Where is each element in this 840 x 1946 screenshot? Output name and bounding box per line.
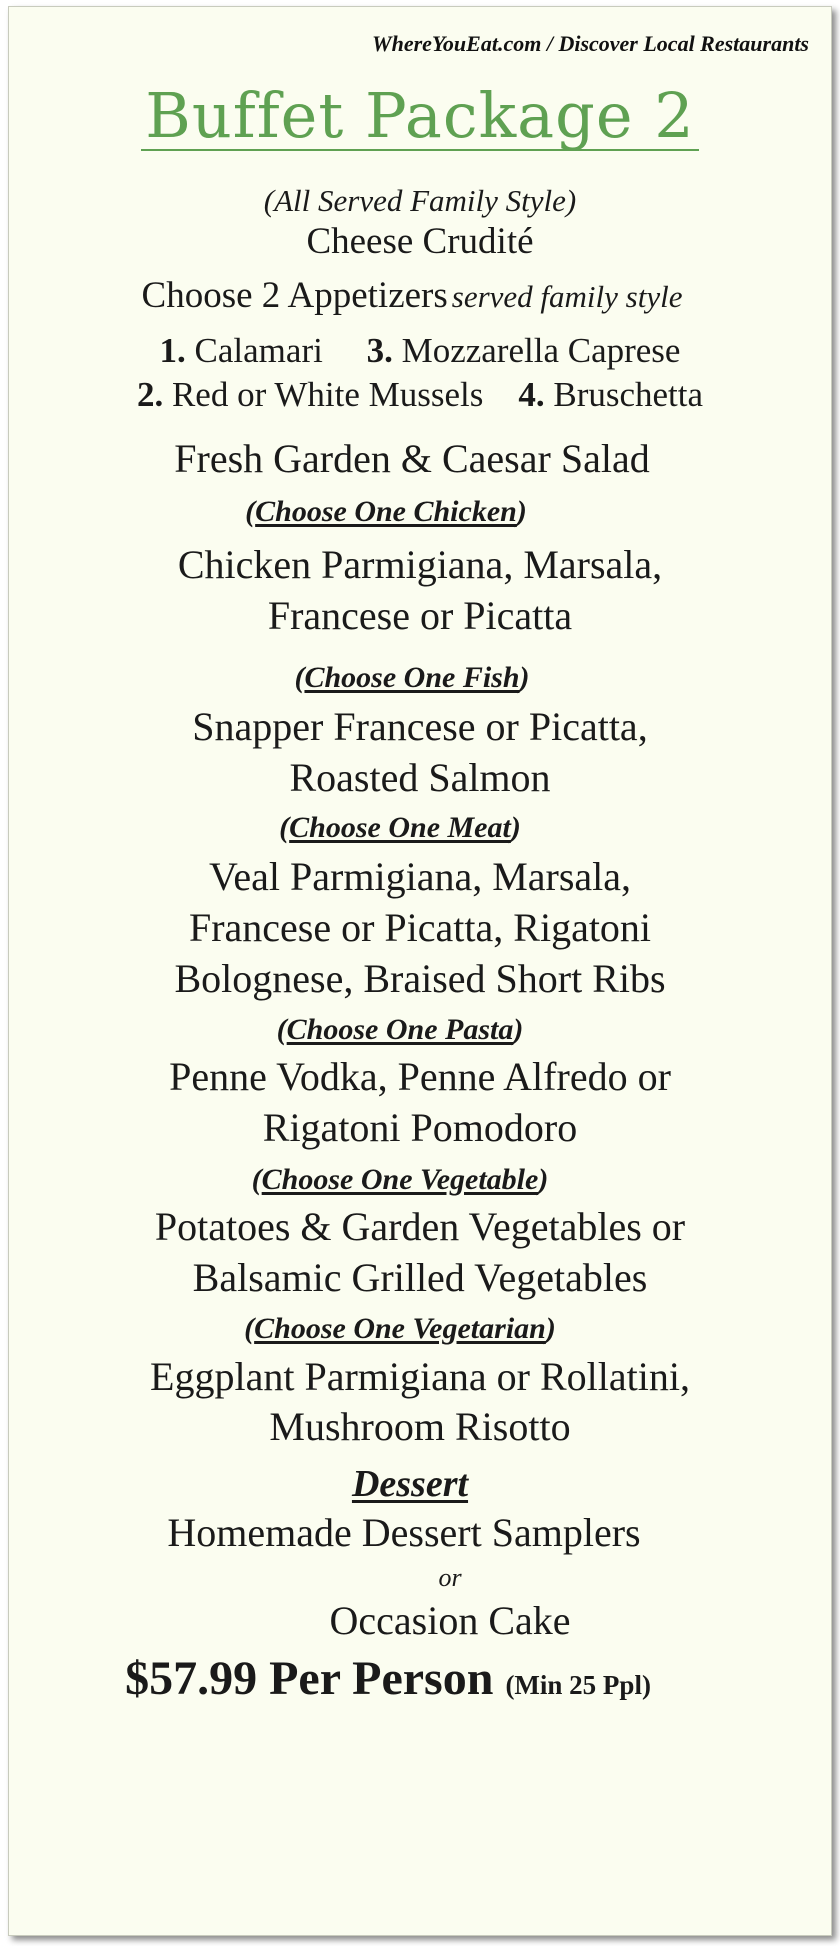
appetizers-heading-row (1, 277, 823, 314)
dessert-option-2: Occasion Cake (329, 1598, 571, 1643)
vegetable-options-2: Balsamic Grilled Vegetables (192, 1255, 648, 1300)
appetizers-heading: Choose 2 Appetizers (141, 275, 448, 316)
served-note: (All Served Family Style) (263, 183, 577, 218)
meat-options-1: Veal Parmigiana, Marsala, (208, 854, 632, 899)
vegetarian-options-1: Eggplant Parmigiana or Rollatini, (150, 1354, 690, 1399)
appetizer-item: Red or White Mussels (171, 375, 484, 414)
pasta-options-2: Rigatoni Pomodoro (262, 1105, 578, 1150)
site-header: WhereYouEat.com / Discover Local Restaurants (372, 31, 809, 56)
chicken-options-1: Chicken Parmigiana, Marsala, (177, 542, 663, 587)
meat-heading: (Choose One Meat) (279, 811, 521, 844)
appetizer-item: Calamari (194, 331, 323, 370)
chicken-heading: (Choose One Chicken) (245, 495, 527, 528)
price-minimum: (Min 25 Ppl) (505, 1670, 651, 1700)
appetizer-number: 4. (518, 375, 545, 414)
appetizer-row-1 (9, 333, 831, 368)
cheese-course: Cheese Crudité (306, 221, 534, 262)
vegetarian-options-2: Mushroom Risotto (269, 1404, 571, 1449)
chicken-options-2: Francese or Picatta (267, 593, 573, 638)
fish-heading: (Choose One Fish) (294, 661, 530, 694)
appetizers-heading-note: served family style (451, 279, 683, 314)
appetizer-row-2 (9, 377, 831, 412)
dessert-or: or (438, 1563, 462, 1592)
meat-options-3: Bolognese, Braised Short Ribs (174, 956, 666, 1001)
fish-options-1: Snapper Francese or Picatta, (192, 704, 648, 749)
appetizer-number: 2. (136, 375, 164, 414)
meat-options-2: Francese or Picatta, Rigatoni (188, 905, 652, 950)
menu-card (8, 6, 832, 1936)
menu-title: Buffet Package 2 (141, 85, 698, 151)
price-amount: $57.99 Per Person (125, 1652, 494, 1705)
vegetable-heading: (Choose One Vegetable) (251, 1163, 549, 1196)
vegetable-options-1: Potatoes & Garden Vegetables or (154, 1204, 686, 1249)
appetizer-number: 3. (366, 331, 393, 370)
dessert-option-1: Homemade Dessert Samplers (167, 1510, 641, 1555)
vegetarian-heading: (Choose One Vegetarian) (244, 1312, 556, 1345)
price-row (0, 1652, 799, 1705)
fish-options-2: Roasted Salmon (289, 755, 551, 800)
appetizer-item: Mozzarella Caprese (401, 331, 681, 370)
salad-course: Fresh Garden & Caesar Salad (174, 436, 650, 481)
appetizer-number: 1. (159, 331, 186, 370)
pasta-heading: (Choose One Pasta) (276, 1013, 524, 1046)
dessert-heading: Dessert (351, 1463, 469, 1505)
appetizer-item: Bruschetta (553, 375, 704, 414)
menu-title-row (9, 79, 831, 152)
pasta-options-1: Penne Vodka, Penne Alfredo or (169, 1054, 671, 1099)
